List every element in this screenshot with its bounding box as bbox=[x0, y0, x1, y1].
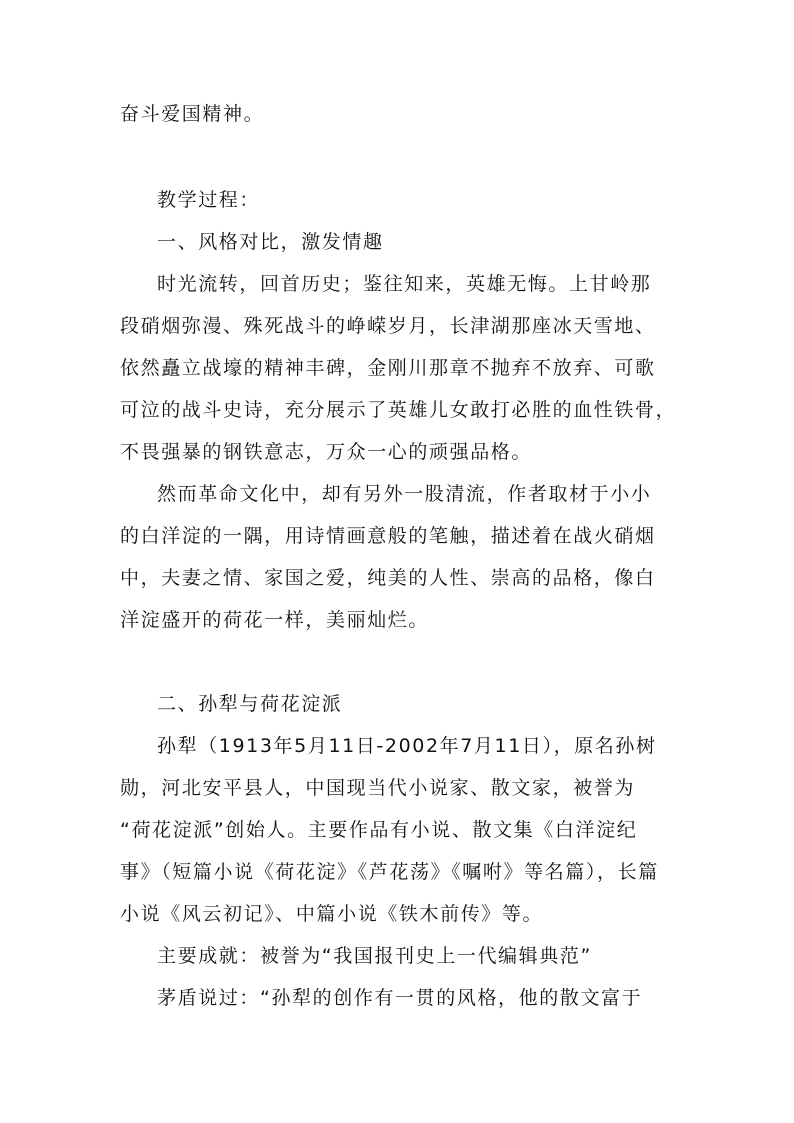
paragraph-line: 中，夫妻之情、家国之爱，纯美的人性、崇高的品格，像白 bbox=[120, 567, 656, 589]
paragraph-line: “荷花淀派”创始人。主要作品有小说、散文集《白洋淀纪 bbox=[120, 819, 638, 841]
paragraph-line: 小说《风云初记》、中篇小说《铁木前传》等。 bbox=[120, 903, 544, 925]
paragraph-line: 时光流转，回首历史；鉴往知来，英雄无悔。上甘岭那 bbox=[157, 273, 652, 295]
paragraph-line: 依然矗立战壕的精神丰碑，金刚川那章不抛弃不放弃、可歌 bbox=[120, 357, 656, 379]
paragraph-line: 主要成就：被誉为“我国报刊史上一代编辑典范” bbox=[157, 945, 592, 967]
paragraph-line: 勋，河北安平县人，中国现当代小说家、散文家，被誉为 bbox=[120, 777, 636, 799]
paragraph-line: 然而革命文化中，却有另外一股清流，作者取材于小小 bbox=[157, 483, 652, 505]
paragraph-line: 茅盾说过：“孙犁的创作有一贯的风格，他的散文富于 bbox=[157, 987, 643, 1009]
section-label-teaching-process: 教学过程： bbox=[157, 189, 261, 211]
paragraph-line: 段硝烟弥漫、殊死战斗的峥嵘岁月，长津湖那座冰天雪地、 bbox=[120, 315, 656, 337]
paragraph-line: 的白洋淀的一隅，用诗情画意般的笔触，描述着在战火硝烟 bbox=[120, 525, 656, 547]
paragraph-line: 洋淀盛开的荷花一样，美丽灿烂。 bbox=[120, 609, 430, 631]
text-line-continuation: 奋斗爱国精神。 bbox=[120, 103, 265, 125]
paragraph-line: 孙犁（1913年5月11日-2002年7月11日），原名孙树 bbox=[157, 735, 657, 757]
paragraph-line: 不畏强暴的钢铁意志，万众一心的顽强品格。 bbox=[120, 441, 533, 463]
paragraph-line: 可泣的战斗史诗，充分展示了英雄儿女敢打必胜的血性铁骨， bbox=[120, 399, 677, 421]
section-heading-sun-li: 二、孙犁与荷花淀派 bbox=[157, 693, 343, 715]
section-heading-style-contrast: 一、风格对比，激发情趣 bbox=[157, 231, 384, 253]
paragraph-line: 事》（短篇小说《荷花淀》《芦花荡》《嘱咐》等名篇），长篇 bbox=[120, 861, 659, 883]
